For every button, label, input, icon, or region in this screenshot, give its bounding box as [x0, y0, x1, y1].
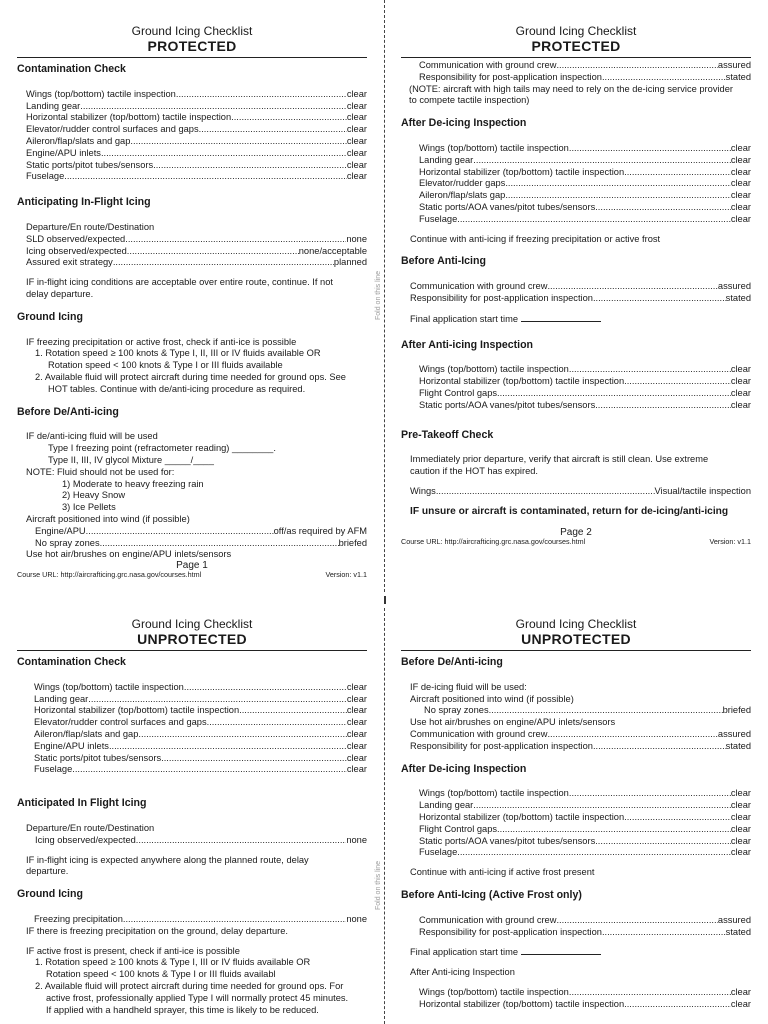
instruction-text: Use hot air/brushes on engine/APU inlets/sensors	[410, 717, 616, 728]
instruction-text: IF de-icing fluid will be used:	[410, 681, 527, 692]
checklist-item: Responsibility for post-application inspection ..... stated	[419, 927, 751, 939]
ground-icing-block	[17, 914, 367, 1016]
section-heading: Pre-Takeoff Check	[401, 428, 494, 441]
checklist-item: Elevator/rudder control surfaces and gaps ..... clear	[26, 124, 367, 136]
checklist-item: Wings (top/bottom) tactile inspection ..... clear	[34, 682, 367, 694]
instruction-text: 1. Rotation speed ≥ 100 knots & Type I, II, III or IV fluids available OR	[35, 348, 321, 359]
checklist-item: Assured exit strategy ..... planned	[26, 257, 367, 269]
page-header	[17, 24, 367, 54]
instruction-text: IF there is freezing precipitation on the ground, delay departure.	[26, 925, 289, 936]
checklist-item: Aileron/flap/slats and gap ..... clear	[26, 136, 367, 148]
instruction-text: IF freezing precipitation or active frost, check if anti-ice is possible	[26, 336, 297, 347]
checklist-item: Landing gear ..... clear	[34, 694, 367, 706]
checklist-item: Static ports/AOA vanes/pitot tubes/sensors ..... clear	[419, 202, 751, 214]
after-deicing-list	[401, 788, 751, 859]
checklist-item: Wings (top/bottom) tactile inspection ..... clear	[419, 364, 751, 376]
note-text: IF in-flight icing conditions are acceptable over entire route, continue. If not	[26, 277, 333, 288]
anticipated-list	[17, 823, 367, 878]
instruction-text: IF de/anti-icing fluid will be used	[26, 431, 158, 442]
continued-list	[401, 60, 751, 84]
version-label: Version: v1.1	[325, 570, 367, 580]
checklist-title: Ground Icing Checklist	[131, 24, 253, 38]
route-label: Departure/En route/Destination	[26, 221, 155, 232]
note-text: (NOTE: aircraft with high tails may need to rely on the de-icing service provider	[409, 83, 733, 94]
checklist-item: Communication with ground crew ..... assured	[419, 915, 751, 927]
checklist-status: PROTECTED	[531, 38, 621, 54]
start-time-blank	[521, 313, 601, 322]
section-heading: After Anti-icing Inspection	[401, 338, 534, 351]
checklist-item: No spray zones ..... briefed	[424, 705, 751, 717]
checklist-item: Engine/APU ..... off/as required by AFM	[35, 526, 367, 538]
checklist-item: Flight Control gaps ..... clear	[419, 824, 751, 836]
checklist-item: Static ports/AOA vanes/pitot tubes/sensors ..... clear	[419, 836, 751, 848]
before-deicing-block	[17, 431, 367, 514]
start-time-field: Final application start time	[401, 946, 751, 959]
checklist-status: UNPROTECTED	[137, 631, 247, 647]
section-heading: Before Anti-Icing	[401, 255, 486, 268]
fold-label: Fold on this line	[375, 270, 383, 321]
checklist-item: Freezing precipitation ..... none	[34, 914, 367, 926]
note-text: NOTE: Fluid should not be used for:	[26, 466, 175, 477]
fold-label-lower: Fold on this line	[375, 860, 383, 911]
section-heading: Anticipated In Flight Icing	[17, 797, 147, 810]
header-divider	[17, 650, 367, 651]
instruction-text: IF active frost is present, check if anti-ice is possible	[26, 945, 240, 956]
checklist-item: Wings (top/bottom) tactile inspection ..... clear	[26, 89, 367, 101]
note-text: Continue with anti-icing if active frost present	[410, 867, 595, 878]
header-divider	[17, 57, 367, 58]
course-url: Course URL: http://aircrafticing.grc.nasa.gov/courses.html	[17, 570, 202, 580]
checklist-item: Fuselage ..... clear	[26, 171, 367, 183]
checklist-item: Wings (top/bottom) tactile inspection ..... clear	[419, 788, 751, 800]
freezing-point-field: Type I freezing point (refractometer reading) ________.	[48, 443, 276, 454]
section-heading: Ground Icing	[17, 888, 83, 901]
instruction-text: Rotation speed < 100 knots & Type I or III fluids availabl	[46, 969, 276, 980]
checklist-title: Ground Icing Checklist	[515, 24, 637, 38]
section-heading: Before Anti-Icing (Active Frost only)	[401, 888, 582, 901]
checklist-item: Static ports/AOA vanes/pitot tubes/sensors ..... clear	[419, 400, 751, 412]
after-anti-list	[401, 987, 751, 1011]
checklist-item: Fuselage ..... clear	[34, 764, 367, 776]
checklist-item: Communication with ground crew ..... assured	[410, 281, 751, 293]
page-1	[17, 24, 367, 579]
before-deicing-block-2	[17, 514, 367, 561]
section-heading: Anticipating In-Flight Icing	[17, 196, 151, 209]
note-text: Continue with anti-icing if freezing precipitation or active frost	[410, 233, 661, 244]
checklist-item: Aileron/flap/slats and gap ..... clear	[34, 729, 367, 741]
section-heading: Before De/Anti-icing	[17, 405, 119, 418]
checklist-item: Static ports/pitot tubes/sensors ..... clear	[26, 160, 367, 172]
page-footer	[17, 571, 367, 579]
checklist-item: Fuselage ..... clear	[419, 214, 751, 226]
after-anti-list	[401, 364, 751, 411]
note-text: departure.	[26, 866, 69, 877]
contamination-list	[17, 682, 367, 776]
start-time-field: Final application start time	[410, 313, 751, 326]
start-time-blank	[521, 946, 601, 955]
note-item: 1) Moderate to heavy freezing rain	[62, 478, 204, 489]
instruction-text: Rotation speed < 100 knots & Type I or III fluids available	[48, 360, 283, 371]
before-deicing-block	[401, 682, 751, 753]
before-anti-list	[401, 281, 751, 325]
warning-text: IF unsure or aircraft is contaminated, return for de-icing/anti-icing	[410, 505, 729, 517]
checklist-item: Responsibility for post-application inspection ..... stated	[410, 741, 751, 753]
checklist-item: Landing gear ..... clear	[419, 155, 751, 167]
instruction-text: If applied with a handheld sprayer, this time is likely to be reduced.	[46, 1004, 319, 1015]
instruction-text: Aircraft positioned into wind (if possible)	[26, 513, 190, 524]
page-footer	[401, 538, 751, 546]
instruction-text: caution if the HOT has expired.	[410, 466, 538, 477]
checklist-item: Icing observed/expected ..... none/acceptable	[26, 246, 367, 258]
version-label: Version: v1.1	[709, 536, 751, 546]
section-heading: Ground Icing	[17, 310, 83, 323]
anticipating-list	[17, 222, 367, 301]
page-header	[401, 24, 751, 54]
section-heading: Contamination Check	[17, 63, 126, 75]
after-deicing-list	[401, 143, 751, 226]
checklist-item: Landing gear ..... clear	[26, 101, 367, 113]
note-item: 3) Ice Pellets	[62, 502, 116, 513]
page-2	[401, 24, 751, 546]
route-label: Departure/En route/Destination	[26, 822, 155, 833]
instruction-text: 2. Available fluid will protect aircraft during time needed for ground ops. For	[35, 980, 344, 991]
note-text: delay departure.	[26, 288, 94, 299]
checklist-item: Responsibility for post-application inspection ..... stated	[410, 293, 751, 305]
subsection-label: After Anti-icing Inspection	[410, 967, 515, 978]
section-heading: After De-icing Inspection	[401, 762, 527, 775]
checklist-item: Engine/APU inlets ..... clear	[26, 148, 367, 160]
section-heading: Before De/Anti-icing	[401, 656, 503, 668]
pretakeoff-block	[401, 454, 751, 517]
checklist-item: Fuselage ..... clear	[419, 847, 751, 859]
checklist-item: Horizontal stabilizer (top/bottom) tactile inspection ..... clear	[26, 112, 367, 124]
glycol-mixture-field: Type II, III, IV glycol Mixture _____/____	[48, 454, 214, 465]
checklist-item: Horizontal stabilizer (top/bottom) tactile inspection ..... clear	[34, 705, 367, 717]
vertical-cut-line-lower	[384, 608, 385, 1024]
checklist-item: SLD observed/expected ..... none	[26, 234, 367, 246]
page-header	[401, 617, 751, 647]
checklist-item: Aileron/flap/slats gap ..... clear	[419, 190, 751, 202]
checklist-item: Elevator/rudder gaps ..... clear	[419, 178, 751, 190]
checklist-item: Wings (top/bottom) tactile inspection ..... clear	[419, 987, 751, 999]
checklist-item: Flight Control gaps ..... clear	[419, 388, 751, 400]
checklist-title: Ground Icing Checklist	[515, 617, 637, 631]
header-divider	[401, 650, 751, 651]
checklist-item: Communication with ground crew ..... assured	[419, 60, 751, 72]
instruction-text: active frost, professionally applied Type I will normally protect 45 minutes.	[46, 992, 349, 1003]
before-anti-block	[401, 915, 751, 939]
section-heading: After De-icing Inspection	[401, 117, 527, 130]
checklist-item: Wings (top/bottom) tactile inspection ..... clear	[419, 143, 751, 155]
ground-icing-block	[17, 337, 367, 396]
contamination-list	[17, 89, 367, 183]
section-heading: Contamination Check	[17, 656, 126, 668]
page-number: Page 2	[560, 526, 592, 538]
checklist-status: PROTECTED	[147, 38, 237, 54]
vertical-cut-line	[384, 0, 385, 592]
checklist-item: Horizontal stabilizer (top/bottom) tactile inspection ..... clear	[419, 167, 751, 179]
checklist-item: No spray zones ..... briefed	[35, 538, 367, 550]
instruction-text: Aircraft positioned into wind (if possible)	[410, 693, 574, 704]
checklist-item: Responsibility for post-application inspection ..... stated	[419, 72, 751, 84]
instruction-text: 1. Rotation speed ≥ 100 knots & Type I, III or IV fluids available OR	[35, 957, 311, 968]
checklist-item: Static ports/pitot tubes/sensors ..... clear	[34, 753, 367, 765]
page-number: Page 1	[176, 560, 208, 572]
page-3	[17, 617, 367, 1016]
checklist-item: Horizontal stabilizer (top/bottom) tactile inspection ..... clear	[419, 812, 751, 824]
checklist-item: Horizontal stabilizer (top/bottom) tactile inspection ..... clear	[419, 999, 751, 1011]
instruction-text: HOT tables. Continue with de/anti-icing procedure as required.	[48, 383, 306, 394]
checklist-item: Landing gear ..... clear	[419, 800, 751, 812]
instruction-text: 2. Available fluid will protect aircraft during time needed for ground ops. See	[35, 371, 346, 382]
page-header	[17, 617, 367, 647]
checklist-item: Wings ..... Visual/tactile inspection	[410, 486, 751, 498]
checklist-status: UNPROTECTED	[521, 631, 631, 647]
note-item: 2) Heavy Snow	[62, 490, 126, 501]
checklist-item: Communication with ground crew ..... assured	[410, 729, 751, 741]
course-url: Course URL: http://aircrafticing.grc.nasa.gov/courses.html	[401, 536, 586, 546]
header-divider	[401, 57, 751, 58]
instruction-text: Immediately prior departure, verify that aircraft is still clean. Use extreme	[410, 454, 709, 465]
cut-mark	[384, 596, 386, 604]
checklist-item: Horizontal stabilizer (top/bottom) tactile inspection ..... clear	[419, 376, 751, 388]
note-text: IF in-flight icing is expected anywhere along the planned route, delay	[26, 854, 309, 865]
note-text: to compete tactile inspection)	[409, 95, 530, 106]
page-4	[401, 617, 751, 1011]
checklist-item: Elevator/rudder control surfaces and gaps ..... clear	[34, 717, 367, 729]
checklist-item: Icing observed/expected ..... none	[35, 835, 367, 847]
instruction-text: Use hot air/brushes on engine/APU inlets/sensors	[26, 549, 232, 560]
checklist-title: Ground Icing Checklist	[131, 617, 253, 631]
checklist-item: Engine/APU inlets ..... clear	[34, 741, 367, 753]
